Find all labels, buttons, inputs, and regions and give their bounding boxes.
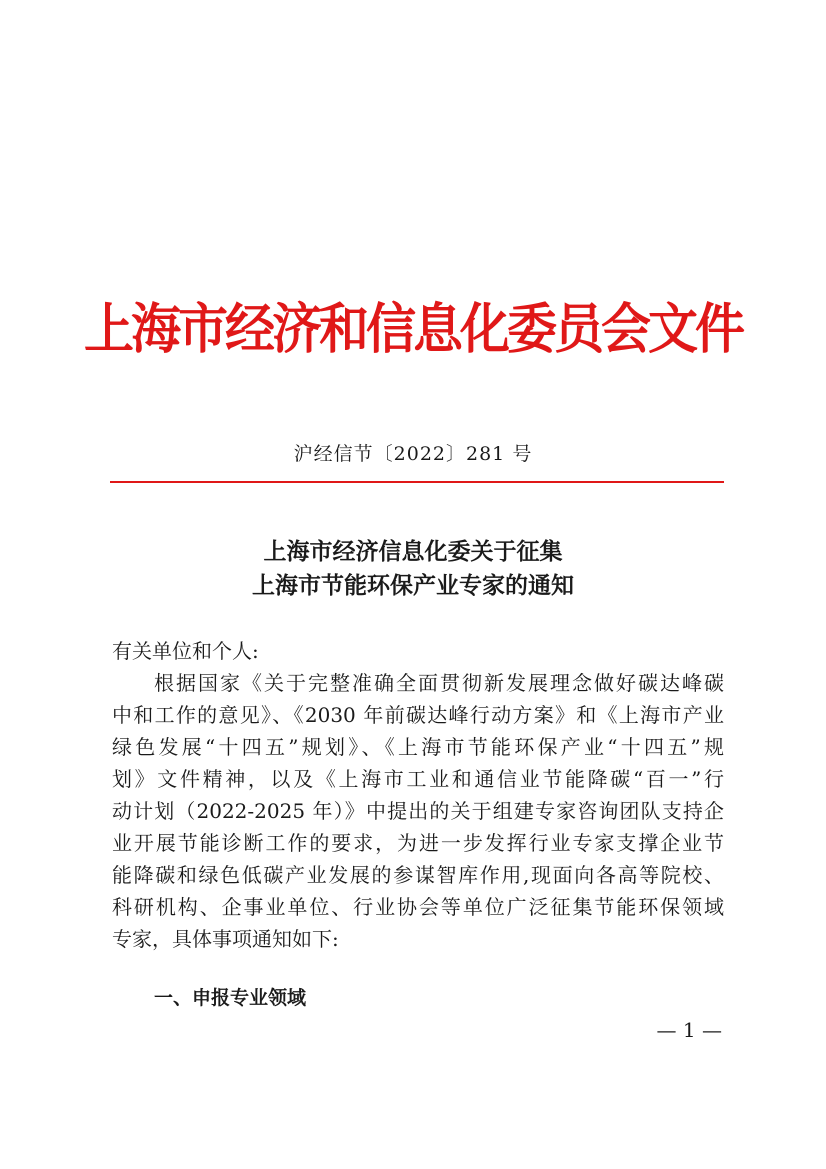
paragraph-line: 划》文件精神，以及《上海市工业和通信业节能降碳“百一”行: [112, 767, 724, 791]
notice-title: [0, 535, 826, 603]
salutation: 有关单位和个人:: [112, 639, 259, 663]
paragraph-line: 动计划（2022-2025 年）》中提出的关于组建专家咨询团队支持企: [112, 799, 724, 823]
notice-title-line-2: 上海市节能环保产业专家的通知: [252, 572, 574, 599]
notice-title-line-1: 上海市经济信息化委关于征集: [263, 538, 563, 565]
paragraph-line: 根据国家《关于完整准确全面贯彻新发展理念做好碳达峰碳: [154, 671, 724, 695]
body-paragraph: [112, 667, 724, 955]
paragraph-line: 绿色发展“十四五”规划》、《上海市节能环保产业“十四五”规: [112, 735, 724, 759]
page-number: — 1 —: [656, 1018, 722, 1042]
document-header-title: 上海市经济和信息化委员会文件: [84, 296, 742, 361]
paragraph-line: 中和工作的意见》、《2030 年前碳达峰行动方案》和《上海市产业: [112, 703, 724, 727]
paragraph-line: 科研机构、企事业单位、行业协会等单位广泛征集节能环保领域: [112, 895, 724, 919]
paragraph-line: 业开展节能诊断工作的要求，为进一步发挥行业专家支撑企业节: [112, 831, 724, 855]
paragraph-line: 专家，具体事项通知如下:: [112, 927, 339, 951]
document-number: 沪经信节〔2022〕281 号: [293, 443, 533, 465]
red-divider-line: [110, 481, 724, 483]
section-heading: 一、申报专业领域: [154, 987, 307, 1009]
paragraph-line: 能降碳和绿色低碳产业发展的参谋智库作用,现面向各高等院校、: [112, 863, 724, 887]
